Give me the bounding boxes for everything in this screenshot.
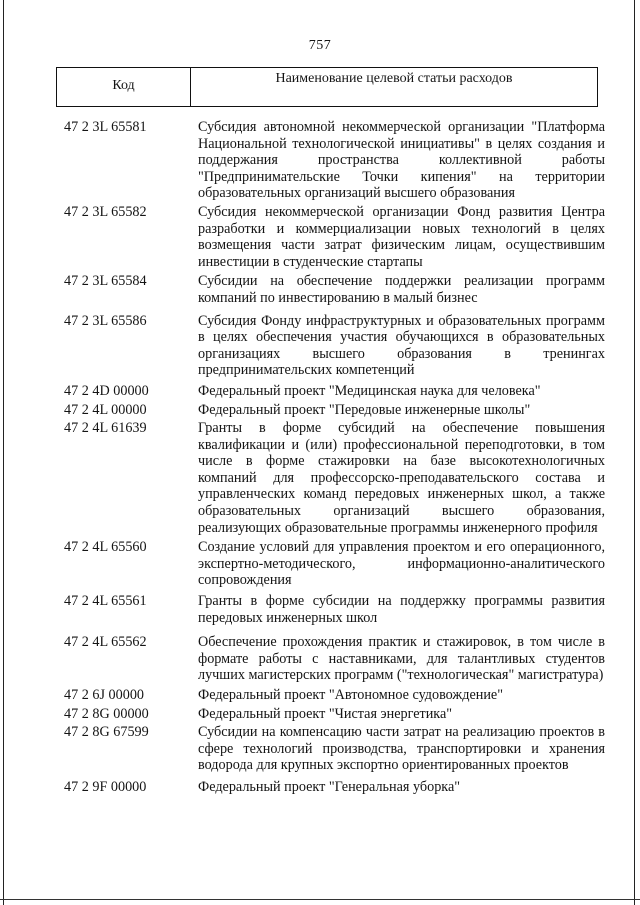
row-description: Субсидия Фонду инфраструктурных и образовательных программ в целях обеспечения участия обучающихся в образовательных организациях высшего образования в тренингах предпринимательских компетенций <box>198 312 605 379</box>
row-description: Субсидии на обеспечение поддержки реализации программ компаний по инвестированию в малый бизнес <box>198 273 605 306</box>
table-row <box>60 539 605 589</box>
table-row <box>60 420 605 536</box>
table-row <box>60 779 605 796</box>
row-description: Субсидия некоммерческой организации Фонд развития Центра разработки и коммерциализации новых технологий в целях возмещения части затрат физическим лицам, осуществившим инвестиции в студенческие стартапы <box>198 203 605 270</box>
row-code: 47 2 3L 65584 <box>64 273 147 290</box>
page-number: 757 <box>308 38 332 53</box>
row-description: Субсидия автономной некоммерческой организации "Платформа Национальной технологической инициативы" в целях создания и поддержания пространства коллективной работы "Предпринимательские Точки кипения" на территории образовательных организаций высшего образования <box>198 119 605 202</box>
row-description: Федеральный проект "Автономное судовождение" <box>198 687 504 703</box>
table-header <box>56 67 598 107</box>
row-description: Субсидии на компенсацию части затрат на реализацию проектов в сфере технологий производства, транспортировки и хранения водорода для крупных экспортно ориентированных проектов <box>198 724 605 774</box>
table-row <box>60 634 605 684</box>
page-edge-bottom <box>0 899 640 900</box>
row-code: 47 2 4L 65560 <box>64 539 147 556</box>
row-code: 47 2 3L 65581 <box>64 119 147 135</box>
row-description: Федеральный проект "Генеральная уборка" <box>198 778 461 795</box>
row-code: 47 2 4L 65562 <box>64 634 147 651</box>
row-description: Обеспечение прохождения практик и стажировок, в том числе в формате работы с наставниками, для талантливых студентов лучших магистерских программ ("технологическая" магистратура) <box>198 634 605 684</box>
row-description: Создание условий для управления проектом и его операционного, экспертно-методического, информационно-аналитического сопровождения <box>198 539 605 589</box>
row-code: 47 2 8G 67599 <box>64 724 149 741</box>
row-code: 47 2 4L 61639 <box>64 420 147 437</box>
table-row <box>60 724 605 774</box>
row-code: 47 2 8G 00000 <box>64 705 149 722</box>
row-description: Гранты в форме субсидии на поддержку программы развития передовых инженерных школ <box>198 593 605 626</box>
table-row <box>60 687 605 704</box>
table-row <box>60 706 605 723</box>
row-code: 47 2 9F 00000 <box>64 778 147 795</box>
table-row <box>60 383 605 400</box>
row-code: 47 2 4L 00000 <box>64 401 147 418</box>
table-row <box>60 119 605 202</box>
table-row <box>60 204 605 270</box>
row-code: 47 2 3L 65582 <box>64 203 147 220</box>
budget-entries-list <box>60 119 605 799</box>
table-row <box>60 273 605 306</box>
row-code: 47 2 3L 65586 <box>64 312 147 329</box>
row-description: Федеральный проект "Передовые инженерные школы" <box>198 401 531 418</box>
table-row <box>60 313 605 379</box>
row-code: 47 2 4L 65561 <box>64 593 147 610</box>
table-row <box>60 402 605 419</box>
header-name-label: Наименование целевой статьи расходов <box>275 71 513 86</box>
row-code: 47 2 4D 00000 <box>64 382 149 399</box>
row-description: Гранты в форме субсидий на обеспечение повышения квалификации и (или) профессиональной переподготовки, в том числе в форме стажировки на базе высокотехнологичных компаний для профессорско-преподавательского состава и управленческих команд передовых инженерных школ, а также образовательных организаций высшего образования, реализующих образовательные программы инженерного профиля <box>198 420 605 536</box>
row-code: 47 2 6J 00000 <box>64 687 145 703</box>
row-description: Федеральный проект "Чистая энергетика" <box>198 705 453 722</box>
row-description: Федеральный проект "Медицинская наука для человека" <box>198 382 541 399</box>
page-edge-left <box>3 0 4 905</box>
header-code-label: Код <box>112 78 135 93</box>
table-row <box>60 593 605 626</box>
page-edge-right <box>634 0 635 905</box>
